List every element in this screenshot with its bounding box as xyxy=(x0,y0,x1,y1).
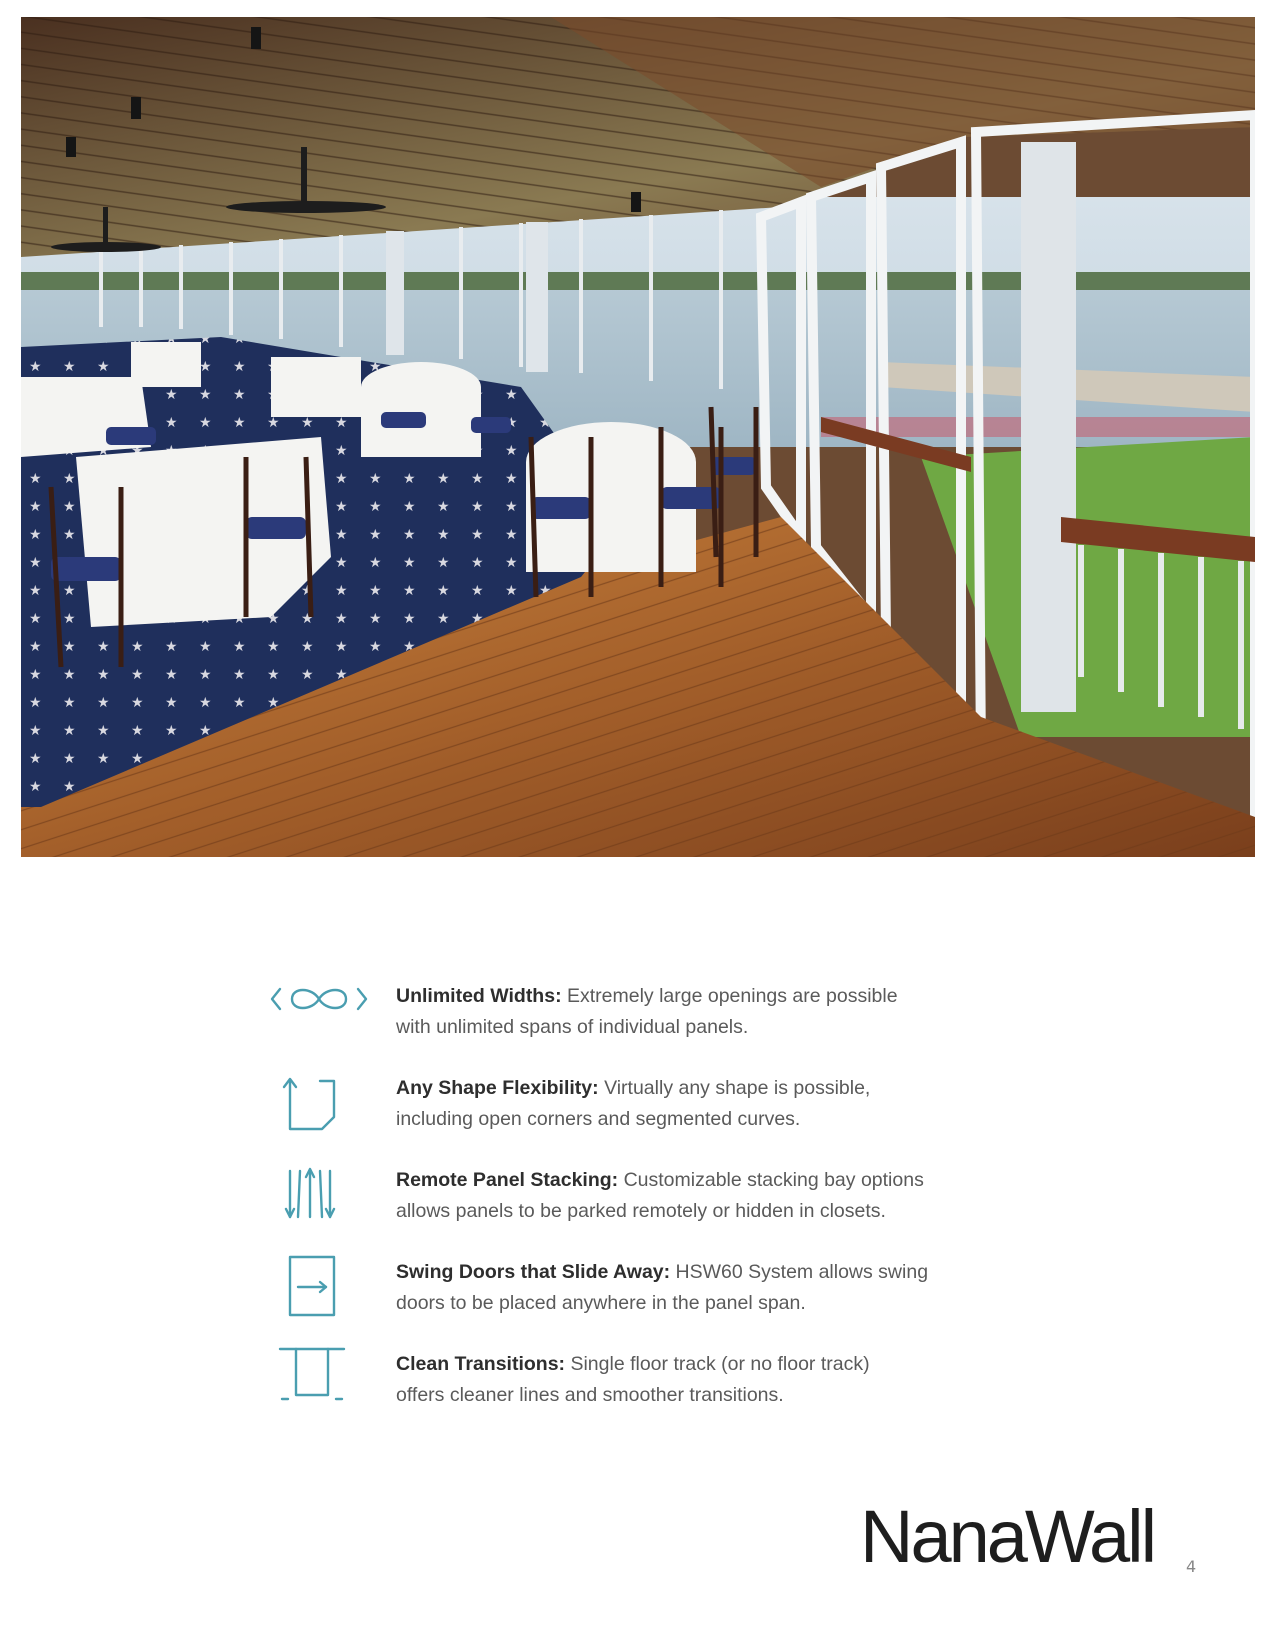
feature-title: Any Shape Flexibility: xyxy=(396,1077,599,1099)
feature-body-line-2: doors to be placed anywhere in the panel span. xyxy=(396,1292,806,1314)
shape-corner-icon xyxy=(270,1067,380,1137)
waterfront-dining-room-photo xyxy=(21,17,1255,857)
feature-body: Virtually any shape is possible, xyxy=(604,1077,871,1099)
feature-title: Swing Doors that Slide Away: xyxy=(396,1261,671,1283)
feature-body: Extremely large openings are possible xyxy=(566,985,898,1007)
feature-item-swing-doors xyxy=(270,1251,970,1343)
feature-item-clean-transitions xyxy=(270,1343,970,1435)
feature-title: Clean Transitions: xyxy=(396,1353,566,1375)
brand-logo: NanaWall xyxy=(860,1495,1155,1578)
features-list xyxy=(270,975,970,1435)
panel-stacking-icon xyxy=(270,1159,380,1229)
swing-door-slide-icon xyxy=(270,1251,380,1321)
feature-body-line-2: offers cleaner lines and smoother transitions. xyxy=(396,1384,784,1406)
feature-body: Single floor track (or no floor track) xyxy=(570,1353,870,1375)
feature-body-line-2: with unlimited spans of individual panels. xyxy=(396,1016,749,1038)
feature-item-remote-stacking xyxy=(270,1159,970,1251)
hero-photo xyxy=(21,17,1255,857)
feature-body-line-2: including open corners and segmented curves. xyxy=(396,1108,801,1130)
feature-body: HSW60 System allows swing xyxy=(675,1261,929,1283)
page-number: 4 xyxy=(1186,1557,1197,1576)
infinity-arrows-icon xyxy=(270,975,380,1045)
feature-body: Customizable stacking bay options xyxy=(623,1169,924,1191)
floor-track-icon xyxy=(270,1343,380,1413)
feature-item-any-shape xyxy=(270,1067,970,1159)
feature-title: Unlimited Widths: xyxy=(396,985,562,1007)
feature-title: Remote Panel Stacking: xyxy=(396,1169,619,1191)
feature-body-line-2: allows panels to be parked remotely or hidden in closets. xyxy=(396,1200,886,1222)
feature-item-unlimited-widths xyxy=(270,975,970,1067)
